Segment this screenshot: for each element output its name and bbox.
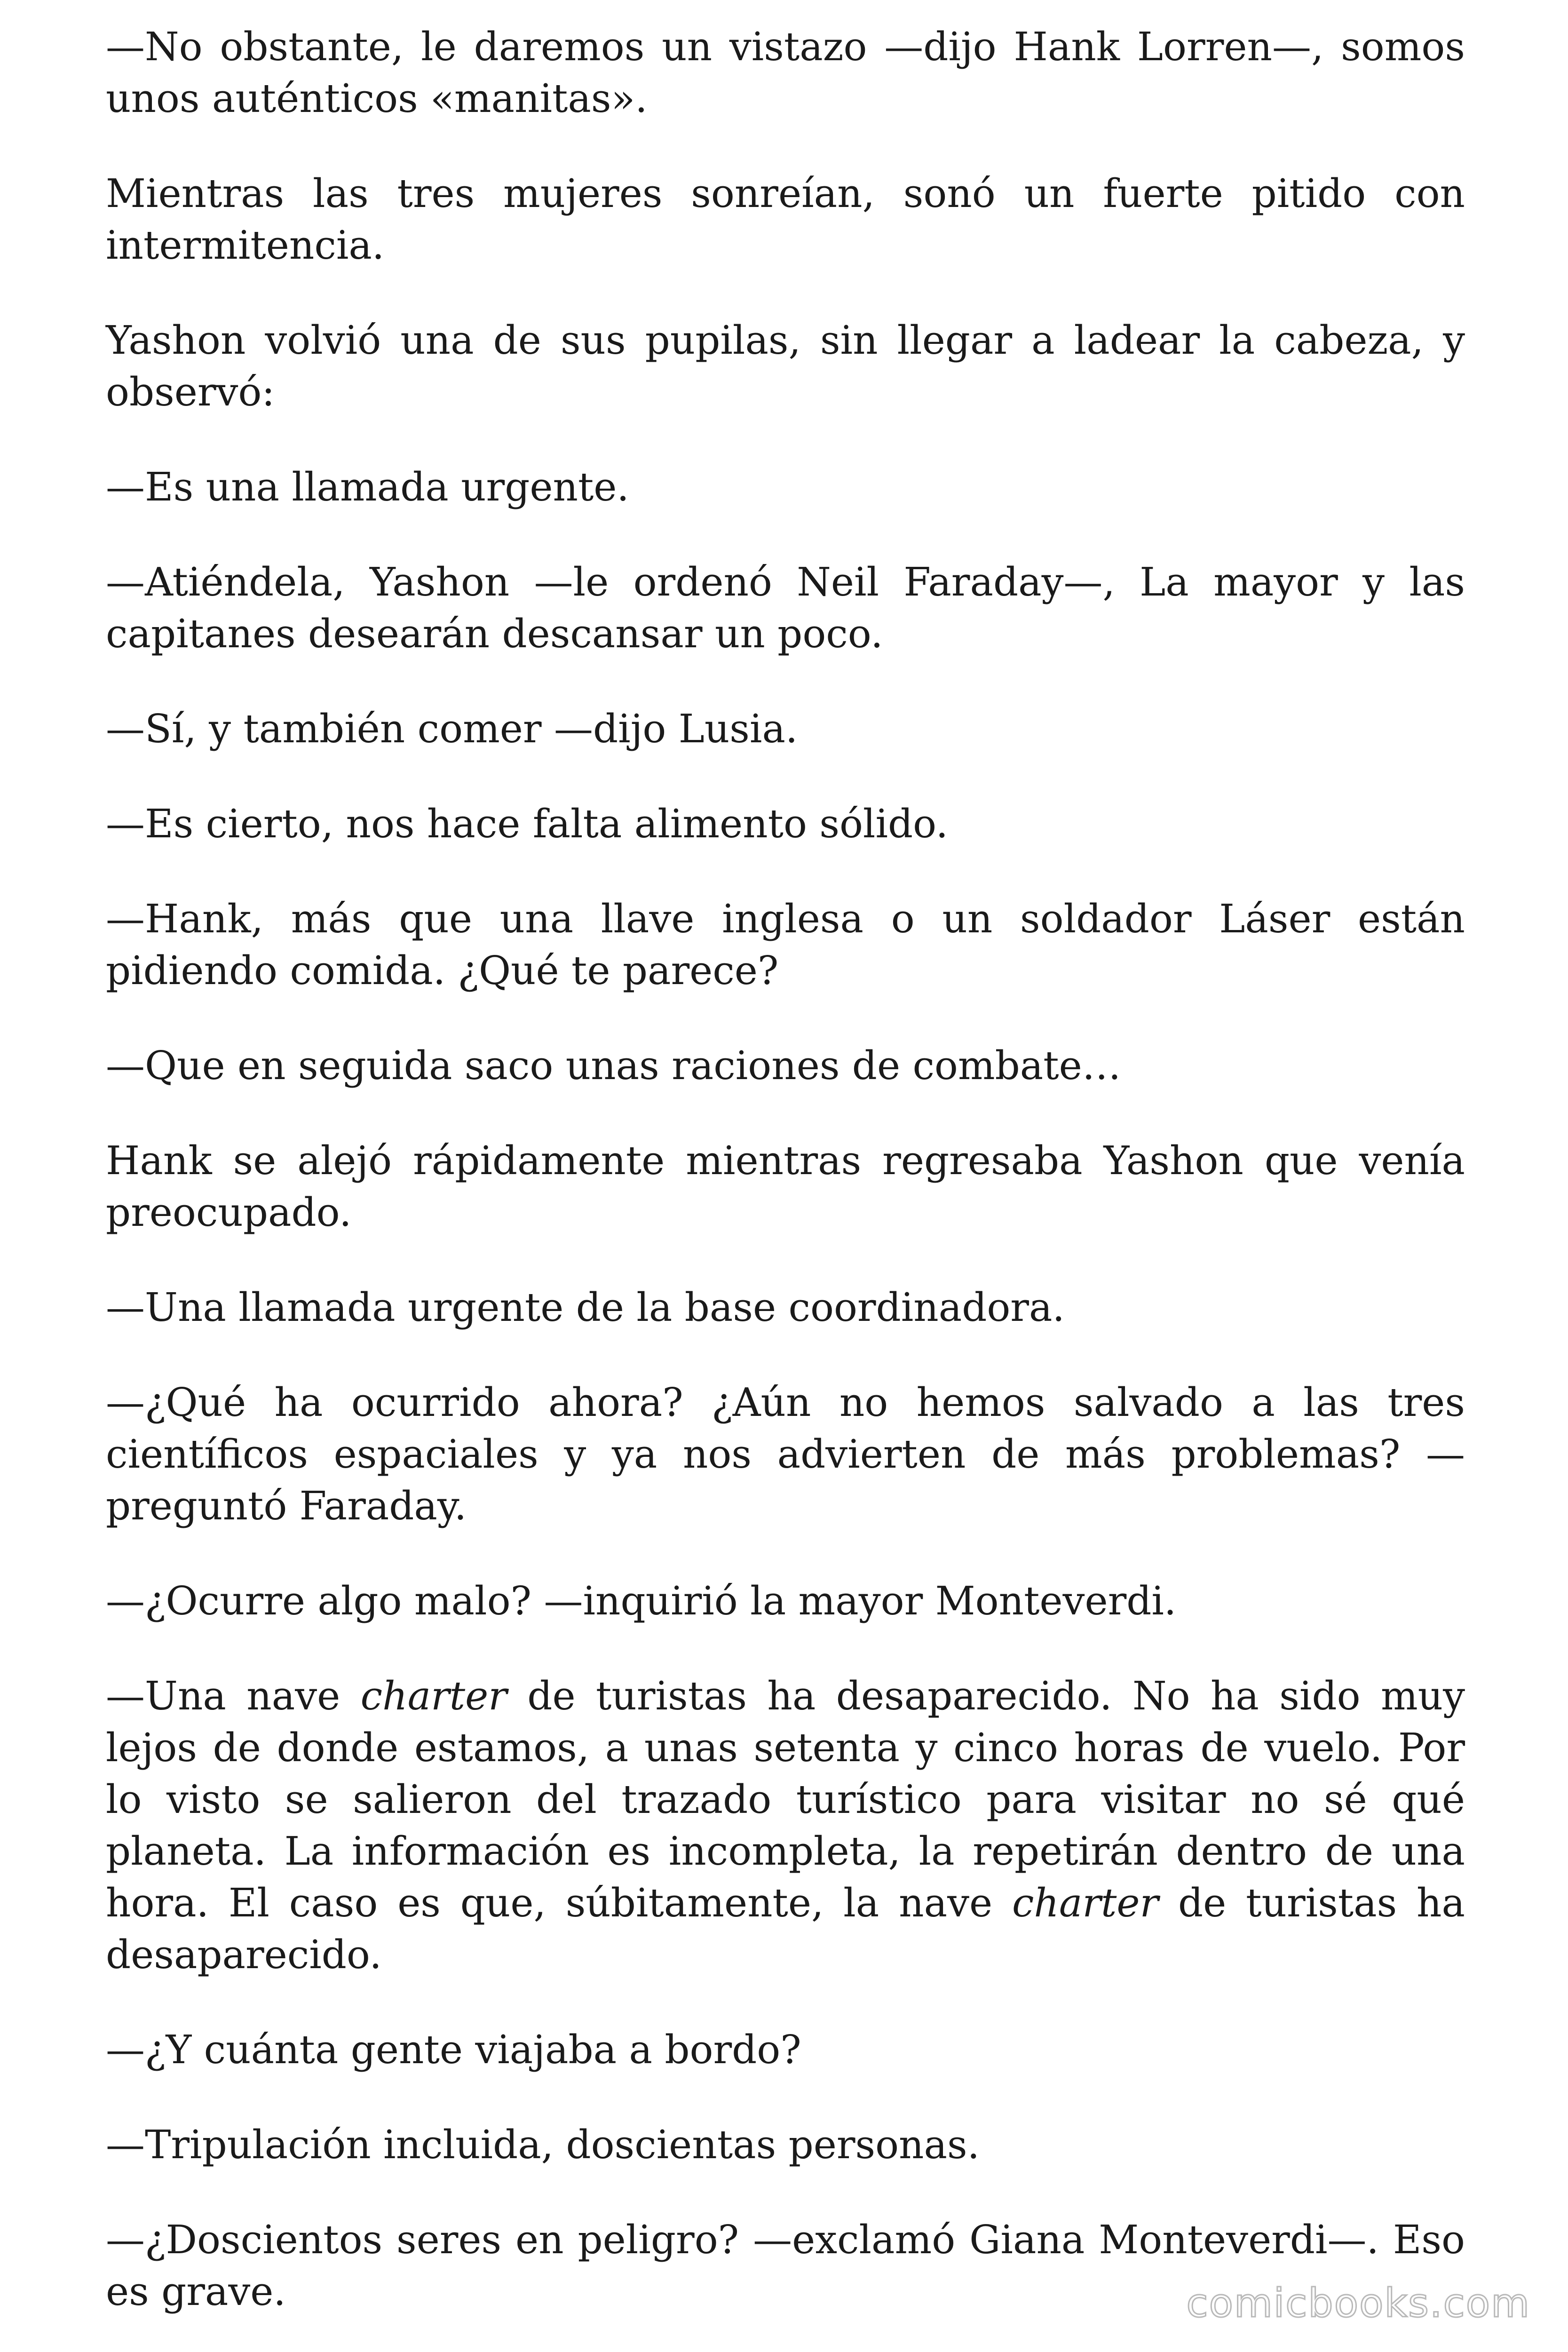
paragraph: —Atiéndela, Yashon —le ordenó Neil Faraday—, La mayor y las capitanes desearán descansar un poco.	[106, 559, 1465, 657]
paragraph: —Es cierto, nos hace falta alimento sólido.	[106, 801, 949, 847]
paragraph: —Es una llamada urgente.	[106, 464, 629, 510]
paragraph: —Tripulación incluida, doscientas personas.	[106, 2122, 980, 2168]
paragraph: —¿Doscientos seres en peligro? —exclamó Giana Monteverdi—. Eso es grave.	[106, 2217, 1465, 2314]
page-text	[106, 21, 1465, 2318]
paragraph: —Una nave charter de turistas ha desaparecido. No ha sido muy lejos de donde estamos, a unas setenta y cinco horas de vuelo. Por lo visto se salieron del trazado turístico para visitar no sé qué planeta. La información es incompleta, la repetirán dentro de una hora. El caso es que, súbitamente, la nave charter de turistas ha desaparecido.	[106, 1673, 1465, 1978]
italic-term: charter	[360, 1673, 507, 1719]
paragraph: —Sí, y también comer —dijo Lusia.	[106, 706, 798, 752]
paragraph: —¿Qué ha ocurrido ahora? ¿Aún no hemos salvado a las tres científicos espaciales y ya nos advierten de más problemas? —preguntó Faraday.	[106, 1380, 1465, 1529]
paragraph: —Una llamada urgente de la base coordinadora.	[106, 1285, 1065, 1330]
paragraph: —Hank, más que una llave inglesa o un soldador Láser están pidiendo comida. ¿Qué te parece?	[106, 896, 1465, 993]
paragraph: —No obstante, le daremos un vistazo —dijo Hank Lorren—, somos unos auténticos «manitas».	[106, 24, 1465, 121]
watermark: comicbooks.com	[1186, 2280, 1530, 2326]
paragraph: —Que en seguida saco unas raciones de combate…	[106, 1043, 1121, 1089]
paragraph: Mientras las tres mujeres sonreían, sonó un fuerte pitido con intermitencia.	[106, 171, 1465, 268]
italic-term: charter	[1012, 1880, 1159, 1926]
paragraph: —¿Y cuánta gente viajaba a bordo?	[106, 2027, 801, 2073]
paragraph: —¿Ocurre algo malo? —inquirió la mayor Monteverdi.	[106, 1578, 1177, 1624]
paragraph: Hank se alejó rápidamente mientras regresaba Yashon que venía preocupado.	[106, 1138, 1465, 1235]
paragraph: Yashon volvió una de sus pupilas, sin llegar a ladear la cabeza, y observó:	[106, 318, 1465, 415]
